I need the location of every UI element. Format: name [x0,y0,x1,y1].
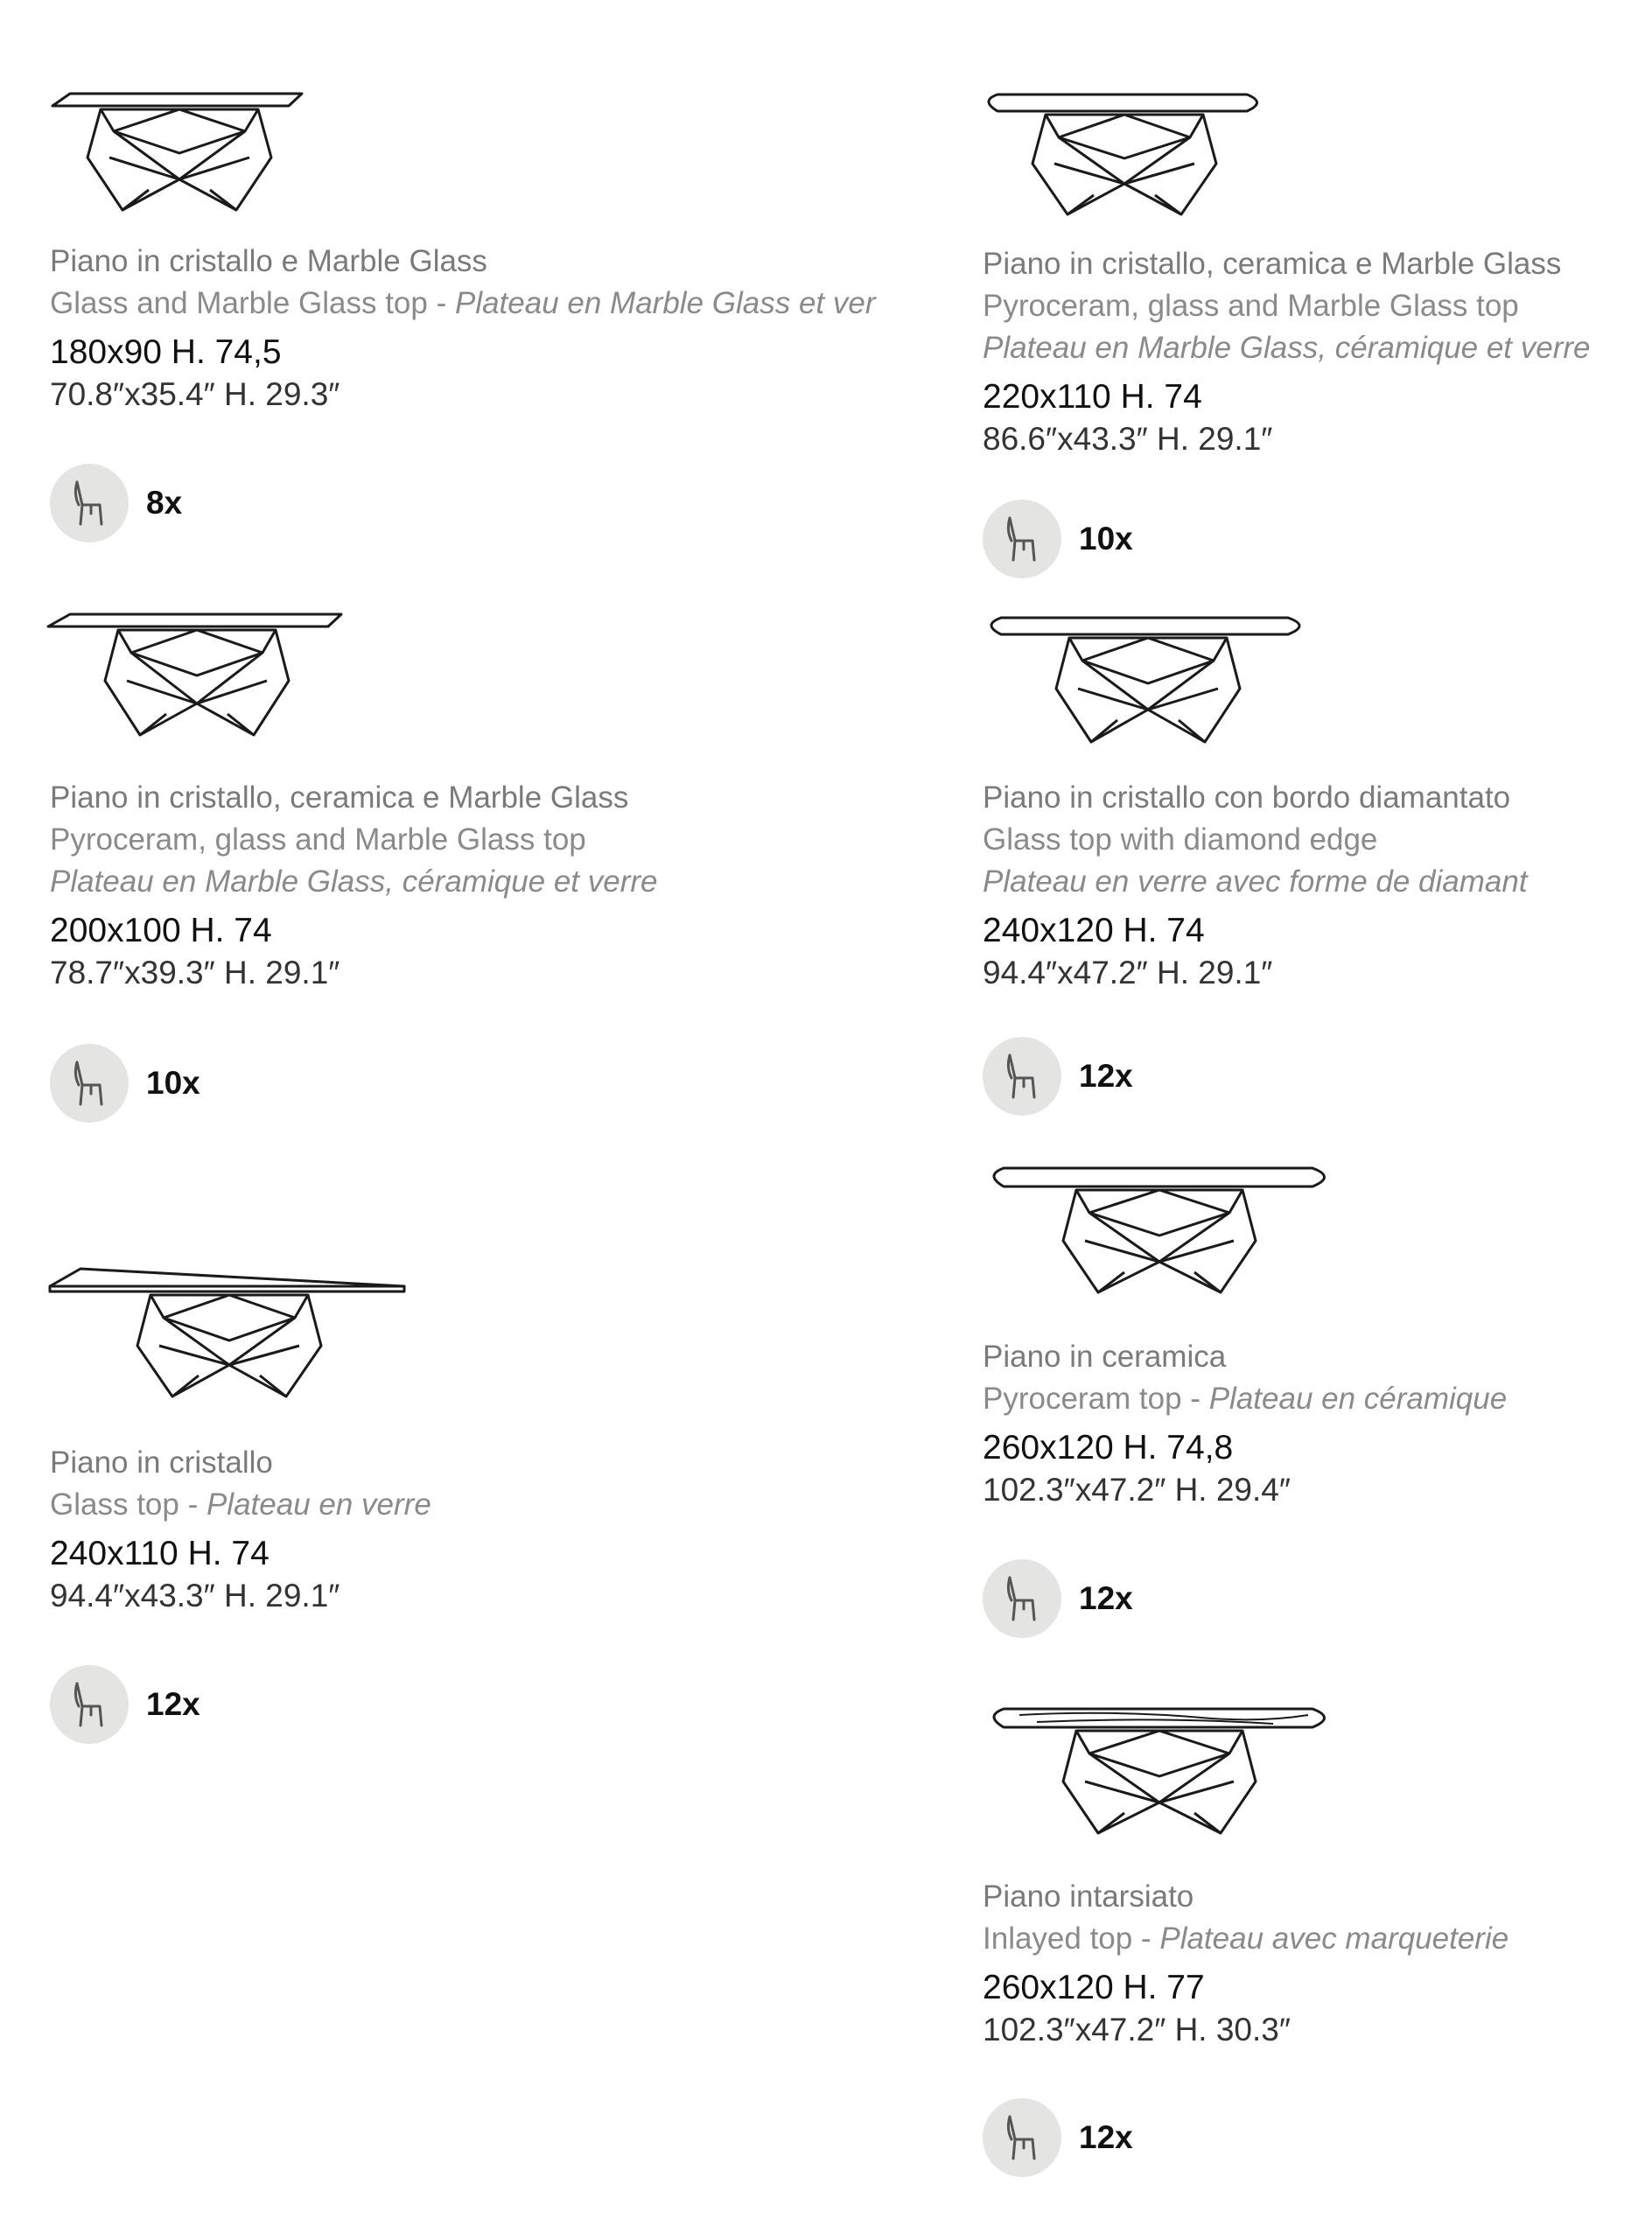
seating-capacity [983,1037,1133,1116]
top-material-english: Pyroceram, glass and Marble Glass top [983,289,1519,323]
top-material-english: Pyroceram, glass and Marble Glass top [50,822,586,857]
table-drawing-icon [980,92,1269,219]
top-material-english: Glass top - Plateau en verre [50,1488,431,1522]
table-drawing-icon [984,1706,1339,1838]
table-drawing-icon [984,1166,1339,1297]
top-material-french: Plateau en Marble Glass, céramique et verre [983,331,1591,365]
seating-capacity [50,1665,200,1744]
seating-capacity [50,1044,200,1123]
dimensions-inch: 86.6″x43.3″ H. 29.1″ [983,421,1273,457]
dimensions-cm: 240x120 H. 74 [983,912,1205,949]
chair-icon [983,1037,1061,1116]
top-material-english: Glass and Marble Glass top - Plateau en Marble Glass et ver [50,286,876,320]
seating-capacity [983,1559,1133,1638]
dimensions-cm: 260x120 H. 74,8 [983,1429,1234,1466]
dimensions-inch: 78.7″x39.3″ H. 29.1″ [50,955,340,990]
chair-icon [983,2098,1061,2177]
table-spec [50,241,876,416]
seat-count: 12x [1079,1058,1133,1094]
top-material-french: Plateau en céramique [1208,1382,1508,1416]
dimensions-inch: 94.4″x47.2″ H. 29.1″ [983,955,1273,990]
dimensions-inch: 70.8″x35.4″ H. 29.3″ [50,376,340,412]
seat-count: 10x [146,1065,200,1101]
top-material-french: Plateau avec marqueterie [1159,1922,1509,1956]
top-material-french: Plateau en Marble Glass, céramique et verre [50,864,658,899]
top-material-italian: Piano in cristallo [50,1446,273,1480]
seat-count: 10x [1079,521,1133,556]
table-drawing-icon [50,1267,409,1398]
table-drawing-icon [52,92,306,214]
top-material-italian: Piano in cristallo, ceramica e Marble Glass [983,247,1562,281]
top-material-italian: Piano in cristallo, ceramica e Marble Glass [50,780,629,815]
top-material-english: Pyroceram top - Plateau en céramique [983,1382,1508,1416]
top-material-italian: Piano in cristallo con bordo diamantato [983,780,1511,815]
dimensions-cm: 240x110 H. 74 [50,1535,270,1572]
seating-capacity [983,2098,1133,2177]
dimensions-cm: 200x100 H. 74 [50,912,272,949]
seat-count: 12x [1079,2119,1133,2155]
table-spec [983,243,1648,460]
top-material-english: Glass top with diamond edge [983,822,1378,857]
seating-capacity [983,500,1133,578]
table-drawing-icon [982,615,1314,746]
table-spec [983,777,1648,994]
dimensions-cm: 260x120 H. 77 [983,1969,1205,2006]
seat-count: 8x [146,485,183,521]
table-spec [50,1442,715,1617]
chair-icon [983,500,1061,578]
dimensions-inch: 102.3″x47.2″ H. 30.3″ [983,2012,1291,2048]
chair-icon [50,464,129,542]
table-drawing-icon [48,612,346,739]
chair-icon [50,1044,129,1123]
table-spec [50,777,715,994]
seating-capacity [50,464,182,542]
top-material-french: Plateau en Marble Glass et ver [454,286,876,320]
dimensions-inch: 102.3″x47.2″ H. 29.4″ [983,1472,1291,1508]
seat-count: 12x [1079,1580,1133,1616]
top-material-italian: Piano in cristallo e Marble Glass [50,244,487,278]
table-spec [983,1876,1648,2051]
table-spec [983,1336,1648,1511]
top-material-english: Inlayed top - Plateau avec marqueterie [983,1922,1509,1956]
chair-icon [50,1665,129,1744]
top-material-italian: Piano intarsiato [983,1880,1194,1914]
dimensions-cm: 180x90 H. 74,5 [50,333,282,371]
top-material-french: Plateau en verre avec forme de diamant [983,864,1528,899]
top-material-italian: Piano in ceramica [983,1340,1227,1374]
seat-count: 12x [146,1686,200,1722]
top-material-french: Plateau en verre [206,1488,431,1522]
dimensions-inch: 94.4″x43.3″ H. 29.1″ [50,1578,340,1614]
dimensions-cm: 220x110 H. 74 [983,378,1202,416]
chair-icon [983,1559,1061,1638]
